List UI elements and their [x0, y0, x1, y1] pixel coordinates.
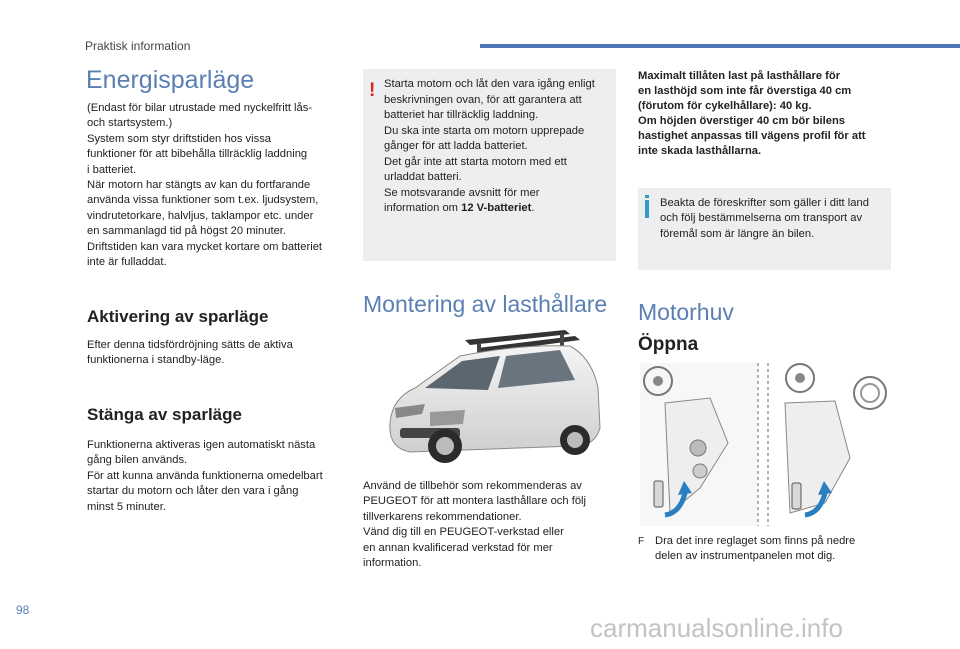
open-title: Öppna: [638, 334, 699, 355]
text-line: (förutom för cykelhållare): 40 kg.: [638, 100, 812, 112]
text-line: beskrivningen ovan, för att garantera att: [384, 93, 582, 106]
text-line: gånger för att ladda batteriet.: [384, 140, 528, 152]
text-fragment: information om: [384, 202, 462, 214]
deactivation-title: Stänga av sparläge: [87, 405, 242, 424]
text-line: [384, 201, 614, 217]
warning-text: [384, 77, 614, 217]
text-line: När motorn har stängts av kan du fortfarande: [87, 179, 311, 192]
energy-saving-intro: [87, 101, 352, 270]
text-line: inte är fulladdat.: [87, 256, 167, 269]
text-line: delen av instrumentpanelen mot dig.: [655, 550, 836, 563]
text-line: Om höjden överstiger 40 cm bör bilens: [638, 115, 846, 127]
text-line: minst 5 minuter.: [87, 500, 166, 513]
text-line: Det går inte att starta motorn med ett: [384, 155, 567, 168]
text-line: använda vissa funktioner som t.ex. ljudsystem,: [87, 194, 319, 207]
car-roof-rack-illustration: [370, 328, 610, 468]
text-line: vindrutetorkare, halvljus, taklampor etc. under: [87, 209, 314, 222]
text-line: (Endast för bilar utrustade med nyckelfritt lås-: [87, 102, 313, 114]
text-line: Använd de tillbehör som rekommenderas av: [363, 480, 582, 492]
text-fragment: .: [531, 202, 535, 214]
energy-saving-title: Energisparläge: [86, 66, 255, 94]
text-line: funktioner för att bibehålla tillräcklig laddning: [87, 148, 308, 161]
hood-open-step: [638, 534, 898, 565]
text-line: Funktionerna aktiveras igen automatiskt nästa: [87, 439, 316, 451]
text-line: gång bilen används.: [87, 454, 188, 467]
step-bullet-icon: F: [638, 536, 645, 547]
info-icon: [645, 195, 649, 198]
text-line: Du ska inte starta om motorn upprepade: [384, 124, 585, 137]
text-line: en lasthöjd som inte får överstiga 40 cm: [638, 85, 852, 97]
text-line: tillverkarens rekommendationer.: [363, 510, 522, 523]
text-line: inte skada lasthållarna.: [638, 145, 762, 157]
header-rule: [480, 44, 960, 48]
activation-text: [87, 338, 352, 369]
text-line: och följ bestämmelserna om transport av: [660, 212, 863, 225]
roof-rack-title: Montering av lasthållare: [363, 291, 608, 317]
text-line: startar du motorn och låter den vara i gång: [87, 485, 299, 498]
text-line: en annan kvalificerad verkstad för mer: [363, 541, 553, 554]
text-line: För att kunna använda funktionerna omedelbart: [87, 469, 323, 482]
activation-title: Aktivering av sparläge: [87, 307, 269, 326]
text-line: i batteriet.: [87, 163, 137, 176]
text-line: Se motsvarande avsnitt för mer: [384, 186, 540, 199]
watermark: carmanualsonline.info: [590, 613, 843, 643]
battery-reference: 12 V-batteriet: [461, 202, 532, 214]
text-line: Dra det inre reglaget som finns på nedre: [655, 535, 856, 547]
text-line: batteriet har tillräcklig laddning.: [384, 109, 539, 121]
text-line: föremål som är längre än bilen.: [660, 227, 815, 240]
section-header: Praktisk information: [85, 39, 191, 53]
text-line: urladdat batteri.: [384, 171, 462, 183]
info-text: [660, 196, 892, 242]
warning-icon: !: [369, 80, 376, 101]
text-line: Vänd dig till en PEUGEOT-verkstad eller: [363, 526, 564, 539]
text-line: Beakta de föreskrifter som gäller i ditt land: [660, 197, 869, 209]
text-line: PEUGEOT för att montera lasthållare och följ: [363, 495, 587, 508]
roof-rack-text: [363, 479, 618, 571]
text-line: en sammanlagd tid på högst 20 minuter.: [87, 225, 287, 238]
max-load-text: [638, 69, 898, 159]
text-line: Driftstiden kan vara mycket kortare om batteriet: [87, 240, 323, 253]
text-line: Efter denna tidsfördröjning sätts de aktiva: [87, 339, 293, 351]
text-line: System som styr driftstiden hos vissa: [87, 132, 272, 145]
deactivation-text: [87, 438, 352, 515]
text-line: information.: [363, 557, 422, 570]
page-number: 98: [16, 603, 30, 617]
text-line: Starta motorn och låt den vara igång enligt: [384, 78, 595, 90]
text-line: hastighet anpassas till vägens profil för att: [638, 130, 866, 142]
hood-title: Motorhuv: [638, 299, 734, 325]
text-line: funktionerna i standby-läge.: [87, 354, 225, 367]
info-icon-stem: [645, 200, 649, 218]
text-line: och startsystem.): [87, 117, 173, 130]
hood-release-illustration: [640, 363, 891, 526]
text-line: Maximalt tillåten last på lasthållare för: [638, 70, 841, 82]
